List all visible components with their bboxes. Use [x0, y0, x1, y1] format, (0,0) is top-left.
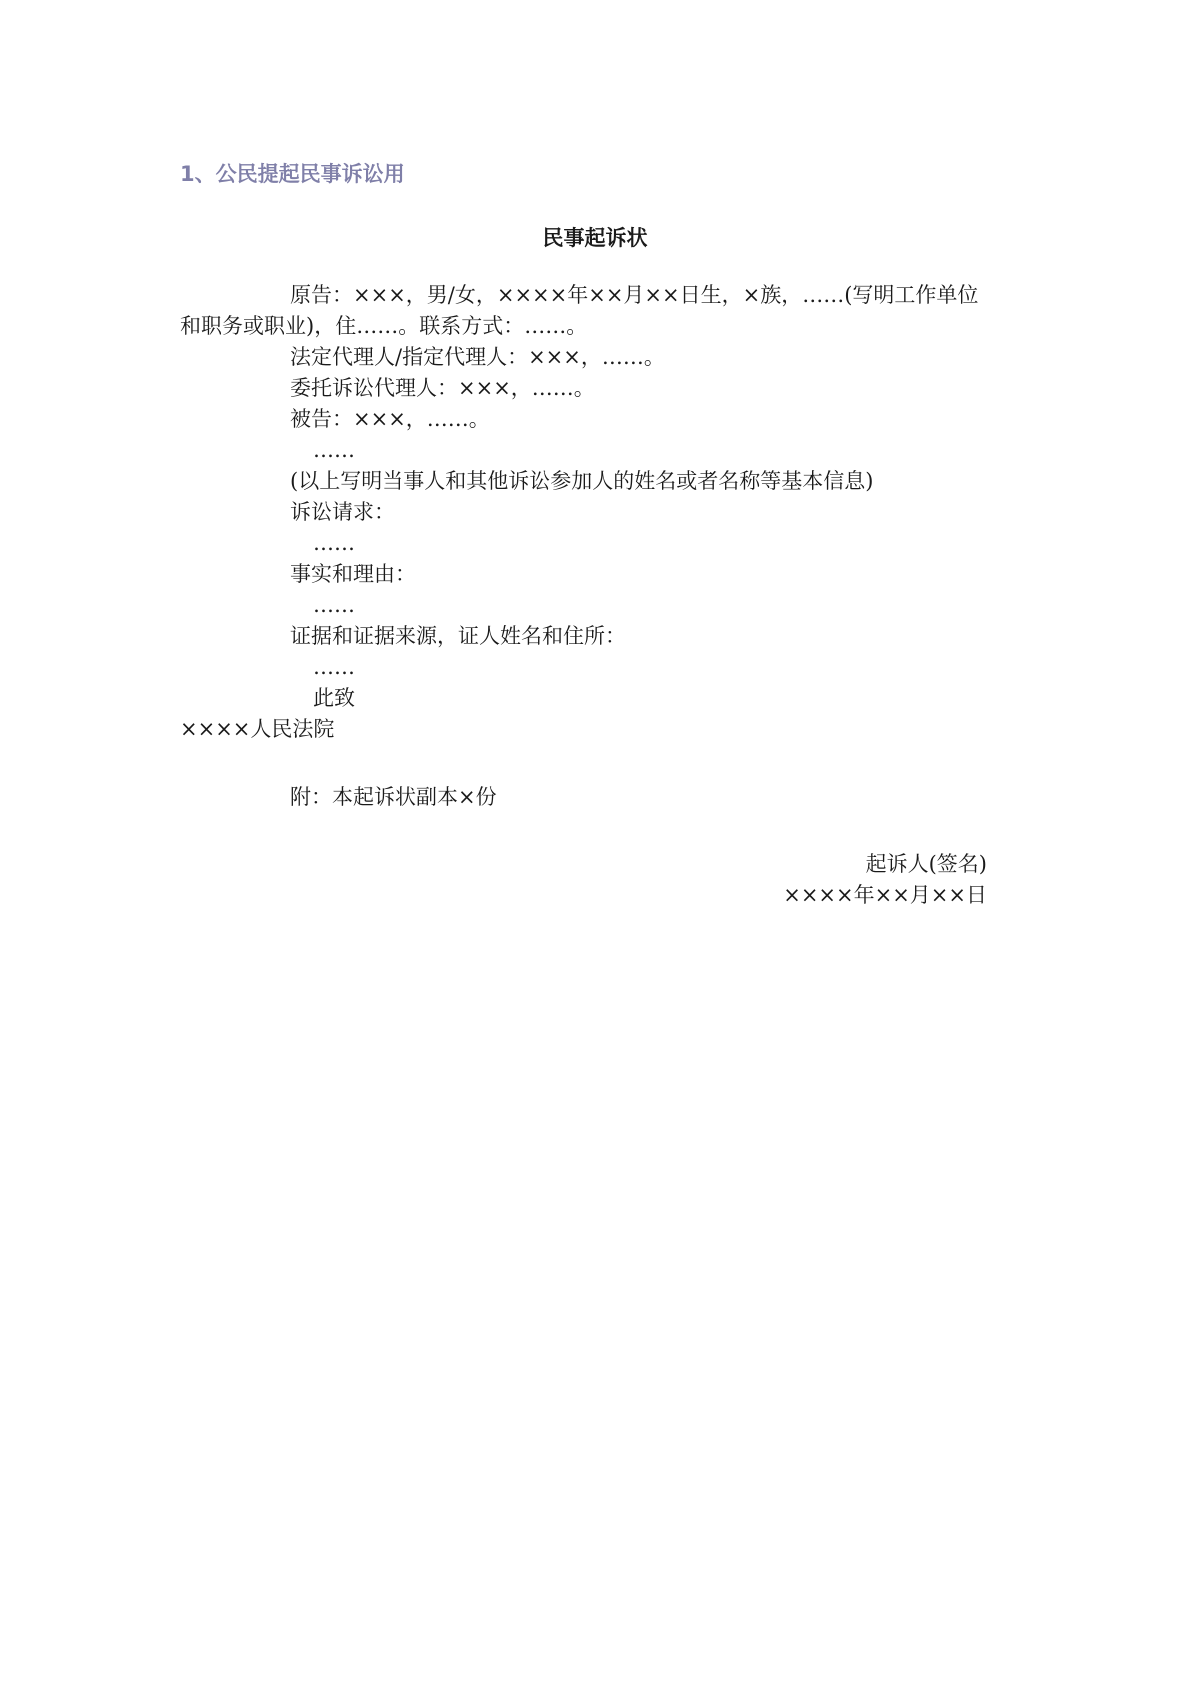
entrusted-agent-line: 委托诉讼代理人：×××，……。: [290, 376, 595, 400]
ellipsis-evidence: ……: [313, 655, 355, 679]
document-title: 民事起诉状: [542, 226, 648, 250]
salutation: 此致: [313, 686, 355, 710]
claims-label: 诉讼请求：: [290, 500, 395, 524]
ellipsis-claims: ……: [313, 531, 355, 555]
evidence-label: 证据和证据来源，证人姓名和住所：: [290, 624, 626, 648]
signer-line: 起诉人(签名): [865, 852, 987, 876]
plaintiff-line-1: 原告：×××，男/女，××××年××月××日生，×族，……(写明工作单位: [290, 283, 979, 307]
plaintiff-line-2: 和职务或职业)，住……。联系方式：……。: [180, 314, 588, 338]
attachment-note: 附：本起诉状副本×份: [290, 785, 497, 809]
court-name: ××××人民法院: [180, 717, 335, 741]
facts-label: 事实和理由：: [290, 562, 416, 586]
date-line: ××××年××月××日: [783, 883, 987, 907]
defendant-line: 被告：×××，……。: [290, 407, 490, 431]
ellipsis-facts: ……: [313, 593, 355, 617]
legal-agent-line: 法定代理人/指定代理人：×××，……。: [290, 345, 665, 369]
section-heading: 1、公民提起民事诉讼用: [180, 162, 405, 186]
ellipsis-parties: ……: [313, 438, 355, 462]
parties-note: (以上写明当事人和其他诉讼参加人的姓名或者名称等基本信息): [290, 469, 874, 493]
